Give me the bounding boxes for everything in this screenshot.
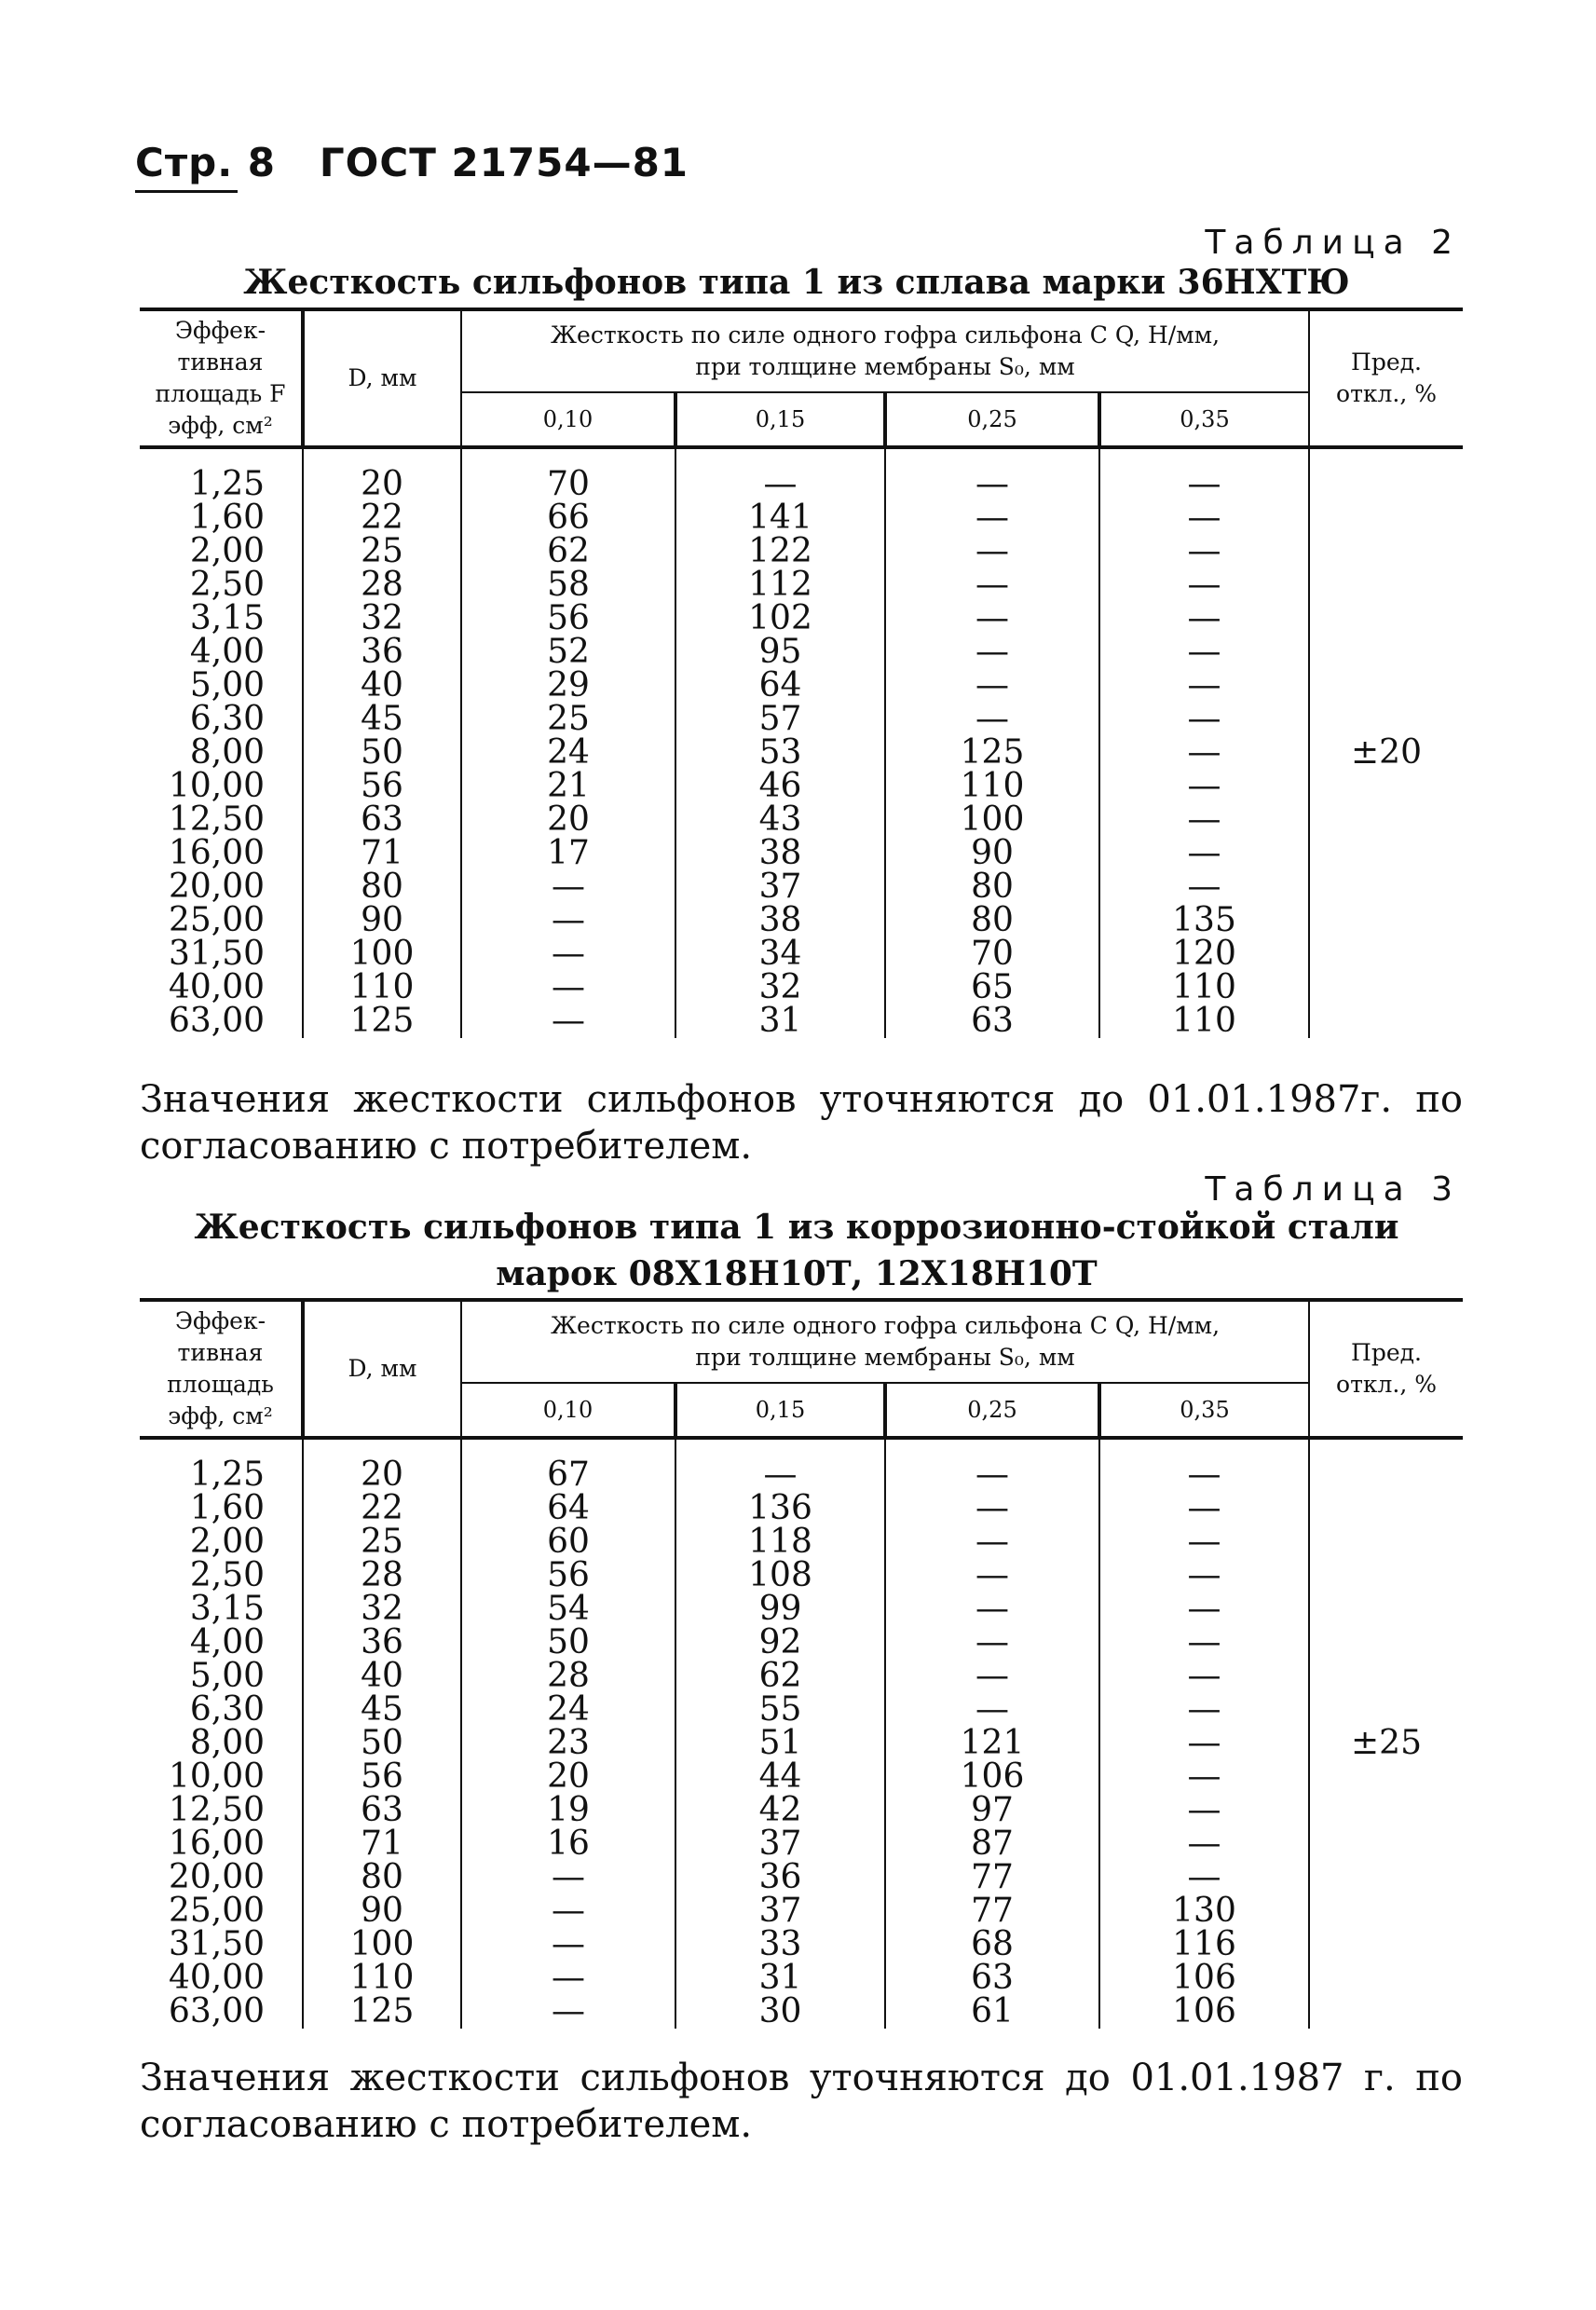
table-cell: 20,00 [140,1861,303,1894]
table-cell: 56 [461,1559,675,1592]
table-cell: 100 [303,1928,461,1961]
table-cell: 24 [461,736,675,770]
table-cell: 16,00 [140,1827,303,1861]
table-cell: 1,25 [140,447,303,501]
table2-header-d: D, мм [303,309,461,447]
table-cell: 31,50 [140,937,303,971]
table-cell: — [1099,1861,1309,1894]
table-cell: 55 [675,1693,885,1727]
table-cell: 32 [303,1592,461,1626]
table3-title [135,1204,1458,1297]
table-row [140,1727,1463,1760]
table-cell: — [461,971,675,1005]
standard-number: ГОСТ 21754—81 [319,140,689,185]
table-cell: 77 [885,1861,1099,1894]
table-row [140,971,1463,1005]
table-cell: — [1099,535,1309,568]
table-cell: 63,00 [140,1995,303,2029]
table-cell: 57 [675,703,885,736]
table-cell: 64 [461,1492,675,1525]
table-cell: 80 [303,1861,461,1894]
table-cell: — [1099,736,1309,770]
table-cell: — [1099,1660,1309,1693]
table-cell: 125 [303,1995,461,2029]
table3-header-stiffness [461,1300,1309,1383]
table-cell: — [1099,870,1309,904]
table-row [140,501,1463,535]
table-cell: 70 [461,447,675,501]
table-cell: — [461,1961,675,1995]
table-cell: — [885,636,1099,669]
table-cell: 20 [303,447,461,501]
table-cell: 90 [303,1894,461,1928]
table-cell: 40,00 [140,1961,303,1995]
table-row [140,1525,1463,1559]
table-row [140,447,1463,501]
table3 [140,1298,1463,2029]
table-cell: 87 [885,1827,1099,1861]
table-cell: — [885,1693,1099,1727]
table-cell: 34 [675,937,885,971]
table2-header-area: Эффективная площадь F эфф, см² [140,309,303,447]
table-cell: — [1099,1438,1309,1492]
table-cell: 21 [461,770,675,803]
table2-header-tolerance: Пред. откл., % [1309,309,1463,447]
table-cell: — [461,1928,675,1961]
table-cell: 50 [303,1727,461,1760]
table-cell: 42 [675,1794,885,1827]
table-cell: 108 [675,1559,885,1592]
table-cell: 8,00 [140,1727,303,1760]
table-cell: 40 [303,669,461,703]
table2-header-thickness: 0,15 [675,392,885,447]
table3-header-area: Эффективная площадь эфф, см² [140,1300,303,1438]
table3-header-thickness: 0,15 [675,1383,885,1438]
table-cell: 4,00 [140,1626,303,1660]
table-cell: — [1099,803,1309,837]
table-cell: 62 [461,535,675,568]
table-row [140,837,1463,870]
table-cell: 17 [461,837,675,870]
table-cell: 65 [885,971,1099,1005]
table-row [140,1693,1463,1727]
table-cell: 118 [675,1525,885,1559]
table-row [140,1794,1463,1827]
table-cell: — [885,703,1099,736]
table-row [140,602,1463,636]
table-cell: 22 [303,1492,461,1525]
table-cell: 53 [675,736,885,770]
table-cell: 56 [303,1760,461,1794]
table-cell: — [1099,447,1309,501]
table-cell: 36 [303,1626,461,1660]
table-cell: 2,50 [140,1559,303,1592]
table2-header-stiffness-line1: Жесткость по силе одного гофра сильфона C Q, Н/мм, [550,321,1221,349]
table-cell: 63 [885,1961,1099,1995]
table-cell: — [461,1005,675,1038]
table-cell: — [885,1626,1099,1660]
table-cell: 125 [303,1005,461,1038]
table-cell: — [461,1995,675,2029]
table-cell: 77 [885,1894,1099,1928]
table-cell: 110 [1099,971,1309,1005]
table3-note: Значения жесткости сильфонов уточняются до 01.01.1987 г. по согласованию с потребителем. [140,2057,1463,2146]
table-row [140,803,1463,837]
table-cell: 20 [461,803,675,837]
table-row [140,636,1463,669]
table3-body [140,1438,1463,2029]
table-row [140,535,1463,568]
table-cell: 110 [303,971,461,1005]
table-cell: — [885,1559,1099,1592]
table-cell: — [885,447,1099,501]
table-cell: 37 [675,1827,885,1861]
table-cell: 63 [303,1794,461,1827]
table-cell: 37 [675,870,885,904]
table-cell: 56 [461,602,675,636]
table-cell: — [885,535,1099,568]
table-row [140,770,1463,803]
table-cell: 10,00 [140,770,303,803]
table3-header-stiffness-line1: Жесткость по силе одного гофра сильфона C Q, Н/мм, [550,1312,1221,1339]
table-row [140,1961,1463,1995]
table-cell: — [885,501,1099,535]
table-cell: 50 [303,736,461,770]
table-cell: 71 [303,1827,461,1861]
table-row [140,1626,1463,1660]
table-cell: 1,25 [140,1438,303,1492]
table-cell: 92 [675,1626,885,1660]
table3-title-line2: марок 08Х18Н10Т, 12Х18Н10Т [496,1254,1098,1293]
table-row [140,1492,1463,1525]
table-cell: 25,00 [140,904,303,937]
table-row [140,1894,1463,1928]
table-cell: 51 [675,1727,885,1760]
table-cell: — [1099,1559,1309,1592]
table-cell: 40,00 [140,971,303,1005]
table-cell: 2,00 [140,1525,303,1559]
table-cell: 99 [675,1592,885,1626]
table-row [140,1438,1463,1492]
table-cell: 8,00 [140,736,303,770]
page-header [135,140,689,185]
table-cell: 68 [885,1928,1099,1961]
table-cell: 16,00 [140,837,303,870]
table-cell: 28 [303,1559,461,1592]
table-cell: 16 [461,1827,675,1861]
table-cell: — [1099,669,1309,703]
table-cell: — [885,1592,1099,1626]
table-cell: 6,30 [140,703,303,736]
table2 [140,308,1463,1038]
table-cell: — [461,937,675,971]
table-cell: 122 [675,535,885,568]
table-cell: 36 [303,636,461,669]
table-cell: 20,00 [140,870,303,904]
table-row [140,1928,1463,1961]
table-cell: 97 [885,1794,1099,1827]
table-row [140,1995,1463,2029]
table-row [140,703,1463,736]
table-cell: 43 [675,803,885,837]
table2-label: Таблица 2 [1205,224,1461,262]
table-cell: 110 [303,1961,461,1995]
table-cell: 25,00 [140,1894,303,1928]
table-row [140,1760,1463,1794]
table3-title-line1: Жесткость сильфонов типа 1 из коррозионно-стойкой стали [194,1208,1399,1247]
table-cell: 110 [885,770,1099,803]
table-cell: 19 [461,1794,675,1827]
table3-header-thickness: 0,25 [885,1383,1099,1438]
table-cell: — [1099,1760,1309,1794]
table-cell: 54 [461,1592,675,1626]
table-cell: 80 [885,904,1099,937]
table-cell: 40 [303,1660,461,1693]
table-cell: 31,50 [140,1928,303,1961]
table-cell: — [461,904,675,937]
table-row [140,1660,1463,1693]
tolerance-value: ±25 [1351,1724,1422,1762]
table-cell: — [885,1438,1099,1492]
table-cell: — [1099,703,1309,736]
table-cell: 3,15 [140,602,303,636]
table-cell: 1,60 [140,501,303,535]
table-cell: 20 [303,1438,461,1492]
table-cell: — [461,1894,675,1928]
table-cell: 63,00 [140,1005,303,1038]
table-row [140,1827,1463,1861]
table-cell: 106 [1099,1961,1309,1995]
table-row [140,1559,1463,1592]
table-cell: — [675,1438,885,1492]
header-underline [135,190,238,193]
table-cell: 33 [675,1928,885,1961]
table-cell: 25 [303,1525,461,1559]
table-cell: 121 [885,1727,1099,1760]
table-cell: — [461,870,675,904]
table2-body [140,447,1463,1038]
table-cell: 135 [1099,904,1309,937]
table-cell: 106 [885,1760,1099,1794]
table-cell: 52 [461,636,675,669]
table-cell: 31 [675,1005,885,1038]
table-cell: 4,00 [140,636,303,669]
table-cell: — [1099,501,1309,535]
table3-header-thickness: 0,10 [461,1383,675,1438]
table-row [140,669,1463,703]
table-cell: 61 [885,1995,1099,2029]
table-cell: 45 [303,1693,461,1727]
table-cell: — [1099,1693,1309,1727]
table-cell: 10,00 [140,1760,303,1794]
table-cell: 22 [303,501,461,535]
table-cell: 130 [1099,1894,1309,1928]
table-cell: 56 [303,770,461,803]
table-cell: — [1099,636,1309,669]
table-cell: — [1099,1592,1309,1626]
table-cell: 2,50 [140,568,303,602]
table-cell: — [885,1492,1099,1525]
table-row [140,1005,1463,1038]
table-cell: 120 [1099,937,1309,971]
table-cell: 60 [461,1525,675,1559]
table-cell: — [1099,770,1309,803]
table-cell: — [1099,837,1309,870]
table-cell: 32 [303,602,461,636]
table-cell: 112 [675,568,885,602]
table3-label: Таблица 3 [1205,1170,1461,1209]
table2-header-stiffness [461,309,1309,392]
table-cell: 136 [675,1492,885,1525]
table-cell: 100 [303,937,461,971]
table-cell: 110 [1099,1005,1309,1038]
table-cell: 95 [675,636,885,669]
table-cell: 2,00 [140,535,303,568]
table-cell: 67 [461,1438,675,1492]
table-cell: 64 [675,669,885,703]
table-cell: — [885,1525,1099,1559]
table3-header-thickness: 0,35 [1099,1383,1309,1438]
table-row [140,736,1463,770]
table-cell: 29 [461,669,675,703]
table-cell: 25 [461,703,675,736]
table-cell: 141 [675,501,885,535]
table-cell: — [1099,1492,1309,1525]
table-cell: 20 [461,1760,675,1794]
table-cell: — [1099,1827,1309,1861]
table-cell: 58 [461,568,675,602]
page-number: Стр. 8 [135,140,277,185]
table-cell: 31 [675,1961,885,1995]
table-row [140,1592,1463,1626]
table-cell: 23 [461,1727,675,1760]
table-cell: — [885,568,1099,602]
table-cell: 70 [885,937,1099,971]
table-cell: 71 [303,837,461,870]
table-row [140,870,1463,904]
table2-title: Жесткость сильфонов типа 1 из сплава марки 36НХТЮ [243,263,1350,302]
table-cell: 38 [675,837,885,870]
table-cell: 3,15 [140,1592,303,1626]
table-cell: — [1099,568,1309,602]
table-row [140,937,1463,971]
table-cell: 37 [675,1894,885,1928]
table-cell: 12,50 [140,803,303,837]
table2-header-thickness: 0,25 [885,392,1099,447]
table3-header-d: D, мм [303,1300,461,1438]
table-cell: 5,00 [140,1660,303,1693]
table-cell: — [1099,1525,1309,1559]
table-cell: — [1099,602,1309,636]
table-row [140,1861,1463,1894]
table-cell: 36 [675,1861,885,1894]
table-cell: — [885,1660,1099,1693]
table-row [140,568,1463,602]
table2-header-thickness: 0,10 [461,392,675,447]
table-row [140,904,1463,937]
table-cell: 63 [303,803,461,837]
table-cell: — [1099,1727,1309,1760]
table-cell: 30 [675,1995,885,2029]
table-cell: 46 [675,770,885,803]
table-cell: 28 [303,568,461,602]
table-cell: 25 [303,535,461,568]
table-cell: 28 [461,1660,675,1693]
table-cell: 100 [885,803,1099,837]
table-cell: 66 [461,501,675,535]
table-cell: 90 [885,837,1099,870]
table-cell: 63 [885,1005,1099,1038]
table-cell: 1,60 [140,1492,303,1525]
table-cell: 44 [675,1760,885,1794]
table-cell: — [675,447,885,501]
table-cell: 90 [303,904,461,937]
table3-header-stiffness-line2: при толщине мембраны S₀, мм [695,1344,1075,1371]
table-cell: 102 [675,602,885,636]
table-cell: 6,30 [140,1693,303,1727]
table-cell: 80 [885,870,1099,904]
table-cell: 125 [885,736,1099,770]
table-cell: 106 [1099,1995,1309,2029]
table-cell: 24 [461,1693,675,1727]
table-cell: 116 [1099,1928,1309,1961]
table-cell: 5,00 [140,669,303,703]
table-cell: 50 [461,1626,675,1660]
table2-header-thickness: 0,35 [1099,392,1309,447]
table2-note: Значения жесткости сильфонов уточняются до 01.01.1987г. по согласованию с потребителем. [140,1078,1463,1168]
table-cell: — [885,669,1099,703]
table3-header-tolerance: Пред. откл., % [1309,1300,1463,1438]
table-cell: 45 [303,703,461,736]
table-cell: — [1099,1626,1309,1660]
table2-header-stiffness-line2: при толщине мембраны S₀, мм [695,353,1075,380]
table-cell: — [885,602,1099,636]
table-cell: — [461,1861,675,1894]
table-cell: 32 [675,971,885,1005]
table-cell: 38 [675,904,885,937]
table-cell: 12,50 [140,1794,303,1827]
tolerance-value: ±20 [1351,733,1422,772]
table-cell: — [1099,1794,1309,1827]
table-cell: 80 [303,870,461,904]
table-cell: 62 [675,1660,885,1693]
